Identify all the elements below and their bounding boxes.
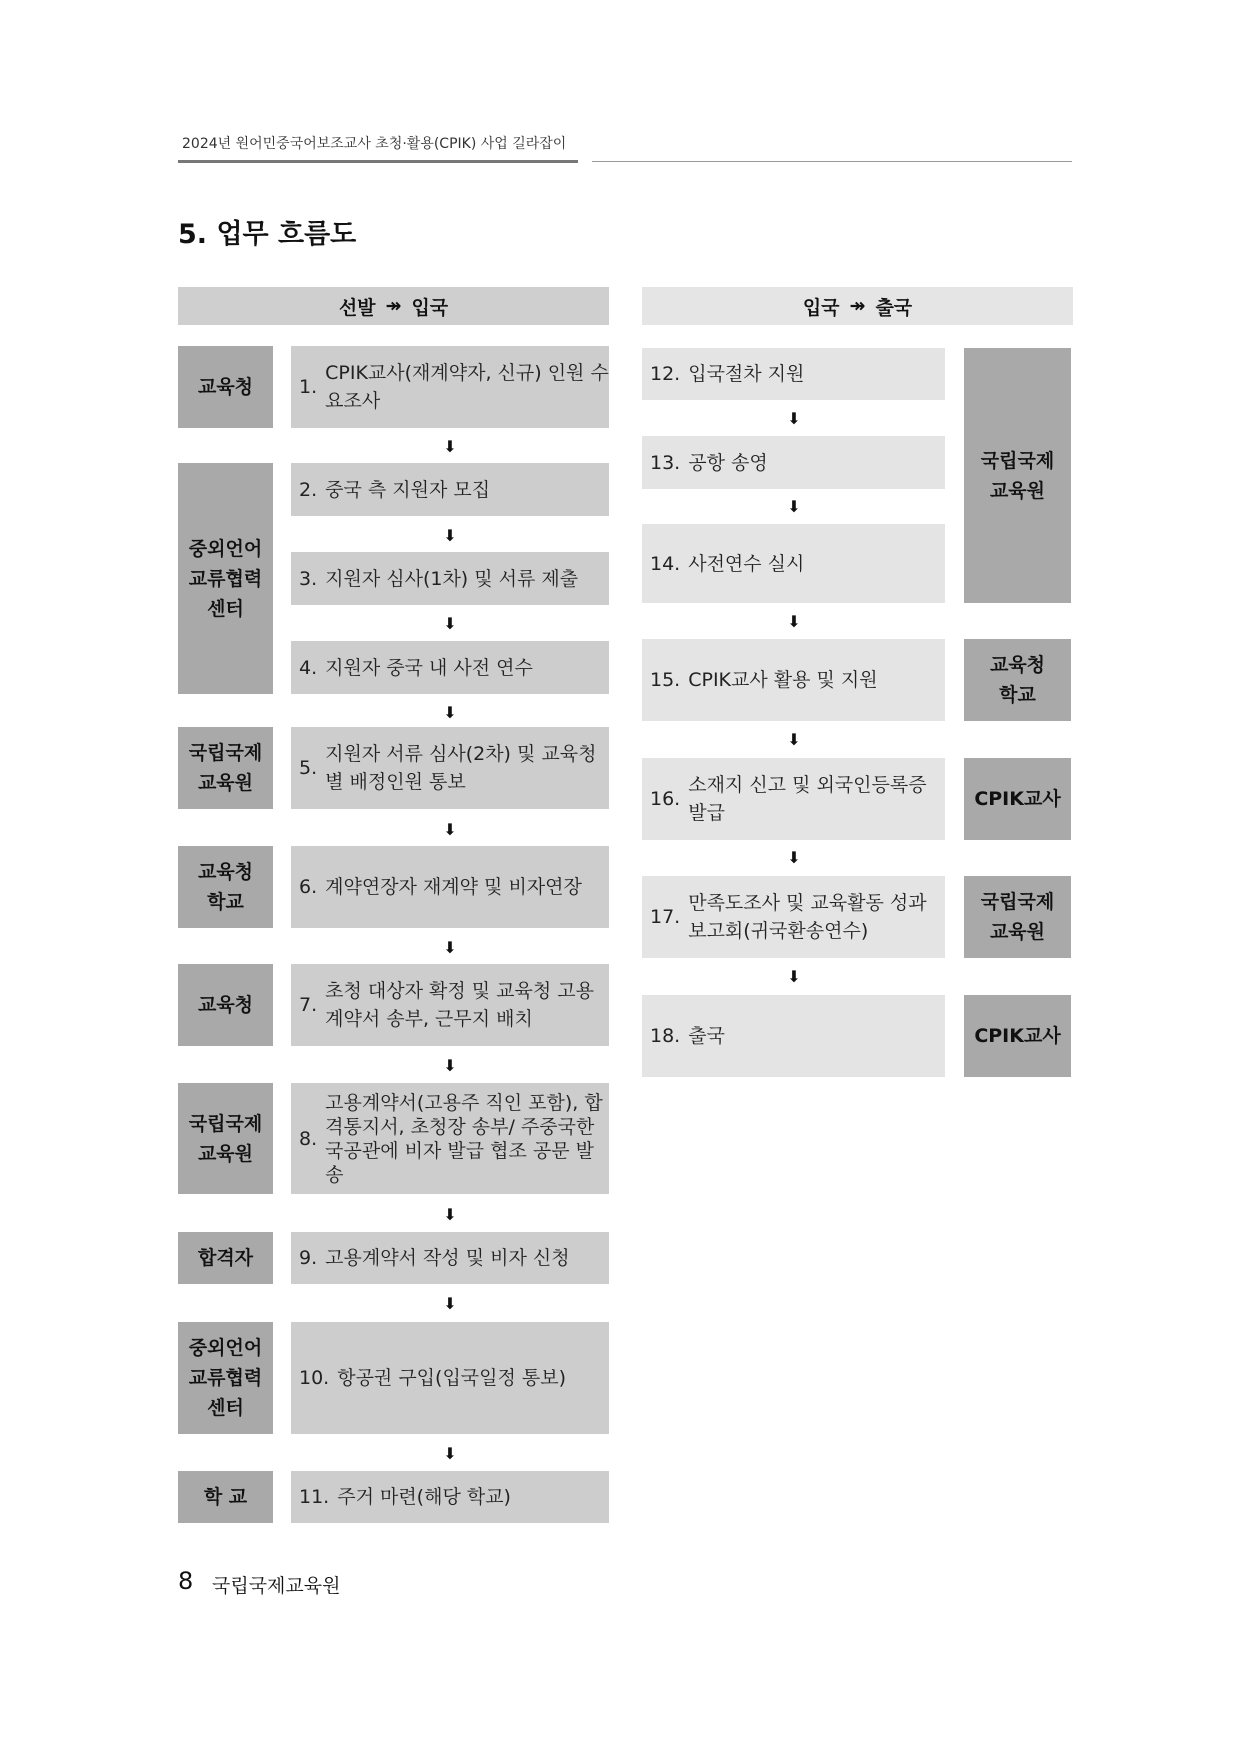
- agent-box: [964, 758, 1071, 840]
- down-arrow-icon: ⬇: [443, 820, 457, 839]
- down-arrow-icon: ⬇: [443, 437, 457, 456]
- column-header-right-from: 입국: [802, 296, 840, 319]
- agent-box: [178, 727, 273, 809]
- column-header-left: [178, 287, 609, 325]
- step-number: 2.: [299, 478, 318, 501]
- agent-label: 교육청: [197, 376, 254, 398]
- flow-step: [291, 463, 609, 516]
- column-header-left-to: 입국: [411, 296, 449, 319]
- step-number: 17.: [650, 906, 681, 928]
- flow-step: [642, 995, 945, 1077]
- step-text: 고용계약서(고용주 직인 포함), 합격통지서, 초청장 송부/ 주중국한국공관에 비자 발급 협조 공문 발송: [325, 1091, 603, 1186]
- step-number: 1.: [299, 376, 318, 398]
- step-number: 15.: [650, 669, 681, 691]
- step-text: 고용계약서 작성 및 비자 신청: [325, 1247, 570, 1269]
- step-text: 지원자 중국 내 사전 연수: [325, 656, 533, 679]
- flow-step: [642, 758, 945, 840]
- step-number: 6.: [299, 876, 318, 898]
- step-text: 사전연수 실시: [688, 552, 805, 575]
- down-arrow-icon: ⬇: [443, 614, 457, 633]
- down-arrow-icon: ⬇: [443, 1294, 457, 1313]
- step-number: 9.: [299, 1247, 318, 1269]
- step-text: 지원자 심사(1차) 및 서류 제출: [325, 567, 579, 590]
- page-number: 8: [178, 1567, 194, 1595]
- down-arrow-icon: ⬇: [787, 497, 801, 516]
- agent-label: 합격자: [197, 1247, 254, 1269]
- step-text: 초청 대상자 확정 및 교육청 고용 계약서 송부, 근무지 배치: [325, 980, 594, 1030]
- running-header: 2024년 원어민중국어보조교사 초청·활용(CPIK) 사업 길라잡이: [182, 136, 567, 152]
- agent-box: [178, 1322, 273, 1434]
- down-arrow-icon: ⬇: [443, 1205, 457, 1224]
- down-arrow-icon: ⬇: [787, 612, 801, 631]
- flow-step: [291, 346, 609, 428]
- step-number: 3.: [299, 567, 318, 590]
- agent-label: 교류협력: [188, 567, 263, 590]
- flow-step: [291, 1471, 609, 1523]
- agent-label: 교육원: [989, 479, 1046, 502]
- header-rule-dark: [178, 160, 578, 163]
- flow-step: [642, 639, 945, 721]
- agent-label: 교육원: [197, 1142, 254, 1165]
- flow-step: [291, 846, 609, 928]
- step-text: 주거 마련(해당 학교): [337, 1486, 511, 1508]
- step-number: 16.: [650, 788, 681, 810]
- flow-step: [291, 727, 609, 809]
- column-header-right-arrow: ↠: [849, 295, 866, 317]
- down-arrow-icon: ⬇: [443, 938, 457, 957]
- agent-label: 국립국제: [980, 449, 1055, 472]
- step-number: 13.: [650, 451, 681, 474]
- down-arrow-icon: ⬇: [787, 730, 801, 749]
- agent-label: CPIK교사: [974, 1025, 1061, 1047]
- agent-label: CPIK교사: [974, 788, 1061, 810]
- step-text: 계약연장자 재계약 및 비자연장: [325, 876, 582, 898]
- header-rule-light: [592, 161, 1072, 162]
- flow-step: [291, 1083, 609, 1194]
- step-text: 입국절차 지원: [688, 363, 805, 385]
- agent-label: 학교: [999, 684, 1036, 706]
- agent-label: 중외언어: [188, 1337, 263, 1359]
- agent-box: [178, 1232, 273, 1284]
- agent-box: [178, 964, 273, 1046]
- agent-label: 센터: [207, 1397, 244, 1419]
- down-arrow-icon: ⬇: [787, 409, 801, 428]
- agent-label: 국립국제: [188, 742, 263, 764]
- flow-step: [291, 552, 609, 605]
- agent-label: 교육청: [197, 994, 254, 1016]
- step-number: 14.: [650, 552, 681, 575]
- step-number: 12.: [650, 363, 681, 385]
- flow-step: [291, 1232, 609, 1284]
- flow-step: [642, 348, 945, 400]
- step-text: 출국: [688, 1025, 725, 1047]
- step-number: 5.: [299, 757, 318, 779]
- step-text: CPIK교사 활용 및 지원: [688, 669, 878, 691]
- down-arrow-icon: ⬇: [787, 848, 801, 867]
- step-text: 항공권 구입(입국일정 통보): [337, 1367, 567, 1389]
- agent-box: [178, 1083, 273, 1194]
- agent-box: [178, 1471, 273, 1523]
- step-number: 8.: [299, 1127, 318, 1150]
- flow-step: [291, 641, 609, 694]
- agent-box: [964, 639, 1071, 721]
- step-text: CPIK교사(재계약자, 신규) 인원 수요조사: [325, 362, 609, 412]
- column-header-right: [642, 287, 1073, 325]
- down-arrow-icon: ⬇: [443, 703, 457, 722]
- agent-label: 학교: [207, 891, 244, 913]
- flow-step: [642, 524, 945, 603]
- section-title: 5. 업무 흐름도: [178, 219, 357, 250]
- agent-label: 교류협력: [188, 1367, 263, 1389]
- agent-box: [178, 463, 273, 694]
- step-text: 만족도조사 및 교육활동 성과 보고회(귀국환송연수): [688, 892, 927, 942]
- agent-label: 국립국제: [980, 891, 1055, 913]
- agent-label: 교육청: [989, 654, 1046, 676]
- flow-step: [291, 1322, 609, 1434]
- column-header-right-to: 출국: [875, 296, 913, 319]
- step-number: 4.: [299, 656, 318, 679]
- step-text: 공항 송영: [688, 451, 768, 474]
- column-header-left-from: 선발: [338, 296, 376, 319]
- step-number: 7.: [299, 994, 318, 1016]
- agent-label: 학 교: [203, 1486, 248, 1508]
- down-arrow-icon: ⬇: [787, 967, 801, 986]
- agent-label: 센터: [207, 597, 244, 620]
- step-number: 18.: [650, 1025, 681, 1047]
- agent-box: [964, 876, 1071, 958]
- agent-label: 국립국제: [188, 1112, 263, 1135]
- agent-box: [178, 346, 273, 428]
- agent-label: 중외언어: [188, 537, 263, 560]
- down-arrow-icon: ⬇: [443, 1444, 457, 1463]
- agent-box: [178, 846, 273, 928]
- footer-org-name: 국립국제교육원: [212, 1575, 341, 1597]
- flow-step: [642, 436, 945, 489]
- down-arrow-icon: ⬇: [443, 1056, 457, 1075]
- step-text: 지원자 서류 심사(2차) 및 교육청별 배정인원 통보: [325, 743, 597, 793]
- agent-label: 교육원: [989, 921, 1046, 943]
- column-header-left-arrow: ↠: [385, 295, 402, 317]
- agent-label: 교육청: [197, 861, 254, 883]
- step-number: 11.: [299, 1486, 330, 1508]
- agent-box: [964, 348, 1071, 603]
- flow-step: [642, 876, 945, 958]
- step-text: 소재지 신고 및 외국인등록증 발급: [688, 774, 927, 824]
- agent-label: 교육원: [197, 772, 254, 794]
- agent-box: [964, 995, 1071, 1077]
- step-number: 10.: [299, 1367, 330, 1389]
- step-text: 중국 측 지원자 모집: [325, 478, 491, 501]
- flow-step: [291, 964, 609, 1046]
- down-arrow-icon: ⬇: [443, 526, 457, 545]
